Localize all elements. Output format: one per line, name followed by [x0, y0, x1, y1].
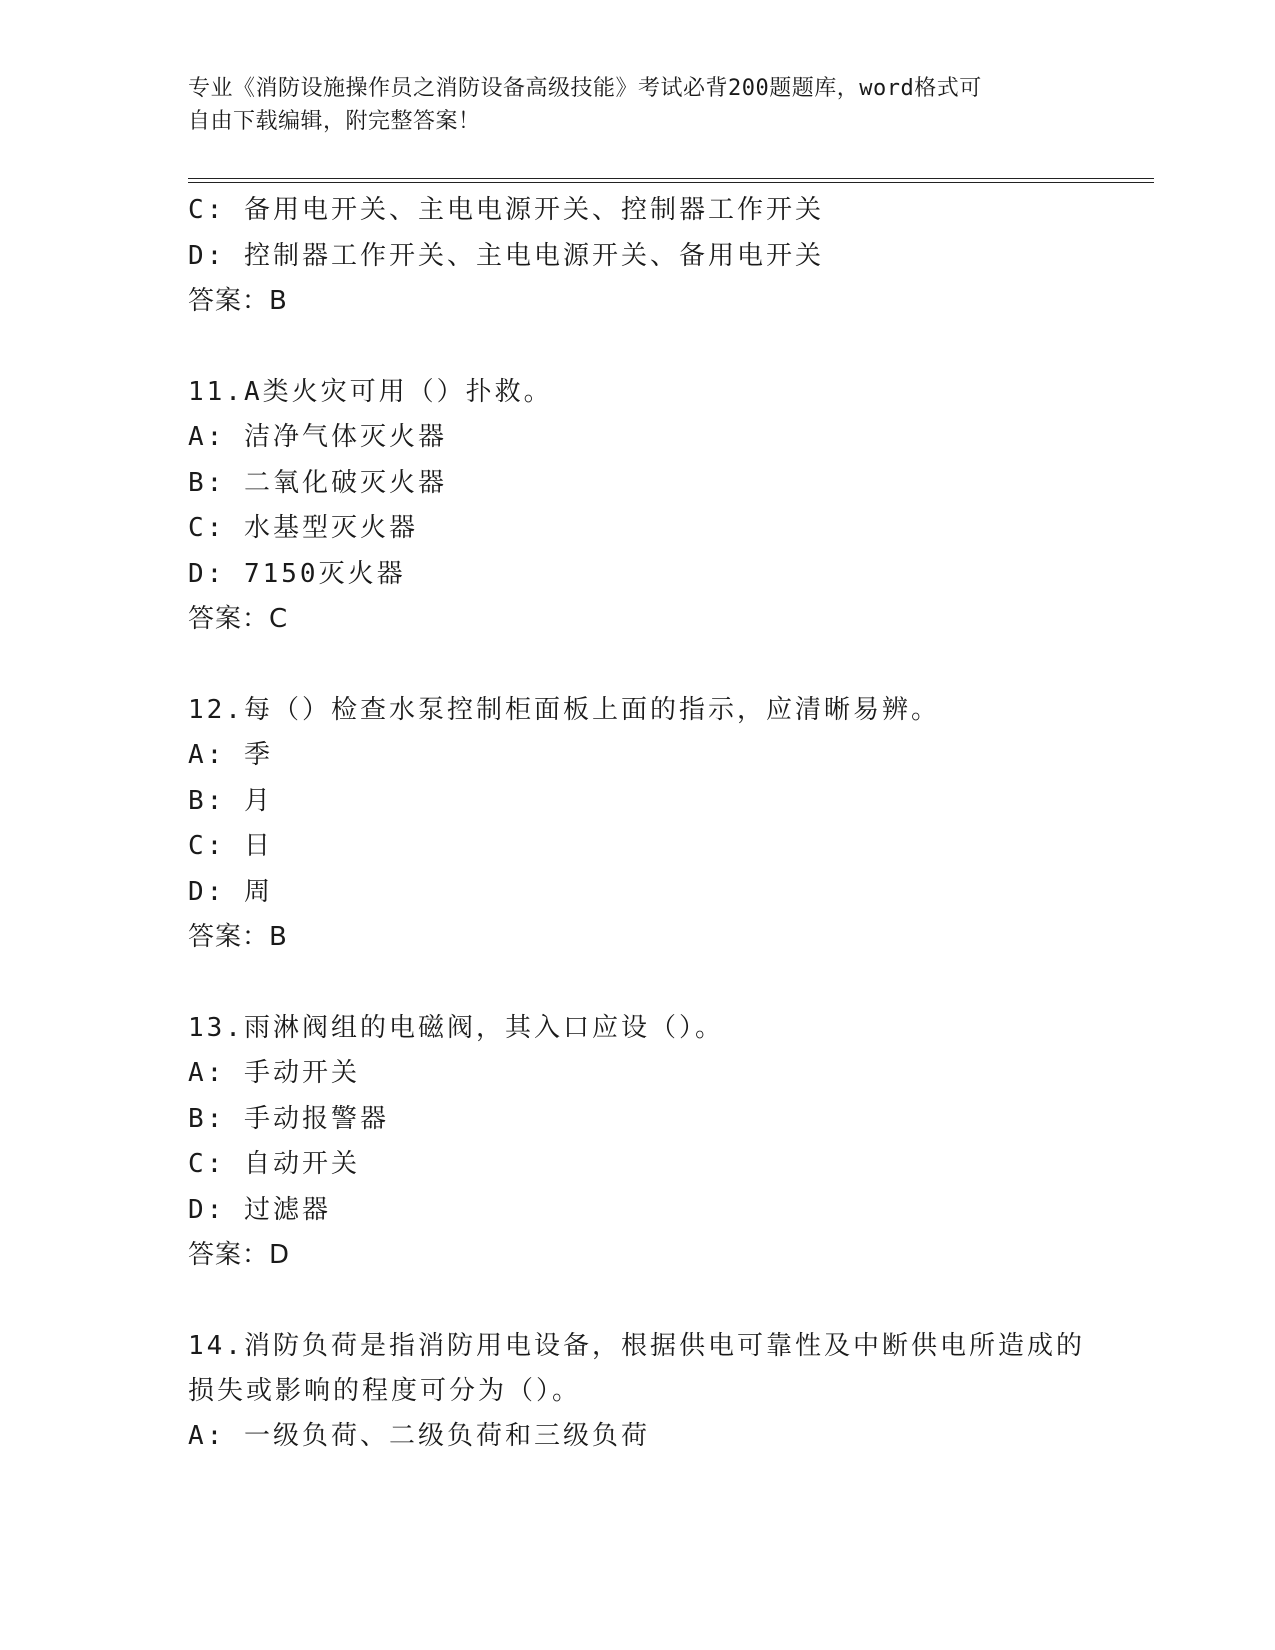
option-c: C: 日 — [188, 831, 273, 861]
header-line-2: 自由下载编辑，附完整答案！ — [188, 109, 481, 134]
question-13 — [188, 1006, 1088, 1279]
question-stem: 11.A类火灾可用（）扑救。 — [188, 376, 553, 407]
question-list — [188, 188, 1088, 1459]
answer-line: 答案：B — [188, 286, 288, 316]
answer-line: 答案：C — [188, 604, 289, 634]
option-b: B: 二氧化破灭火器 — [188, 467, 447, 498]
option-d: D: 控制器工作开关、主电电源开关、备用电开关 — [188, 240, 824, 271]
option-b: B: 月 — [188, 785, 273, 816]
question-stem-line-2: 损失或影响的程度可分为（）。 — [188, 1375, 582, 1406]
option-a: A: 一级负荷、二级负荷和三级负荷 — [188, 1420, 650, 1451]
question-stem: 13.雨淋阀组的电磁阀，其入口应设（）。 — [188, 1012, 724, 1043]
option-b: B: 手动报警器 — [188, 1103, 389, 1134]
header-double-rule — [188, 178, 1154, 183]
answer-line: 答案：D — [188, 1240, 291, 1270]
page-header — [188, 72, 1088, 138]
question-stem-line-1: 14.消防负荷是指消防用电设备，根据供电可靠性及中断供电所造成的 — [188, 1330, 1085, 1361]
question-11 — [188, 370, 1088, 643]
option-a: A: 手动开关 — [188, 1058, 360, 1088]
option-c: C: 备用电开关、主电电源开关、控制器工作开关 — [188, 195, 824, 225]
question-block-continued — [188, 188, 1088, 325]
option-d: D: 周 — [188, 876, 273, 907]
question-12 — [188, 688, 1088, 961]
question-14 — [188, 1324, 1088, 1460]
header-line-1: 专业《消防设施操作员之消防设备高级技能》考试必背200题题库，word格式可 — [188, 76, 982, 101]
option-a: A: 洁净气体灭火器 — [188, 422, 447, 452]
answer-line: 答案：B — [188, 922, 288, 952]
option-a: A: 季 — [188, 740, 273, 770]
option-c: C: 水基型灭火器 — [188, 513, 418, 543]
option-c: C: 自动开关 — [188, 1149, 360, 1179]
option-d: D: 过滤器 — [188, 1194, 331, 1225]
option-d: D: 7150灭火器 — [188, 558, 406, 589]
question-stem: 12.每（）检查水泵控制柜面板上面的指示，应清晰易辨。 — [188, 694, 940, 725]
